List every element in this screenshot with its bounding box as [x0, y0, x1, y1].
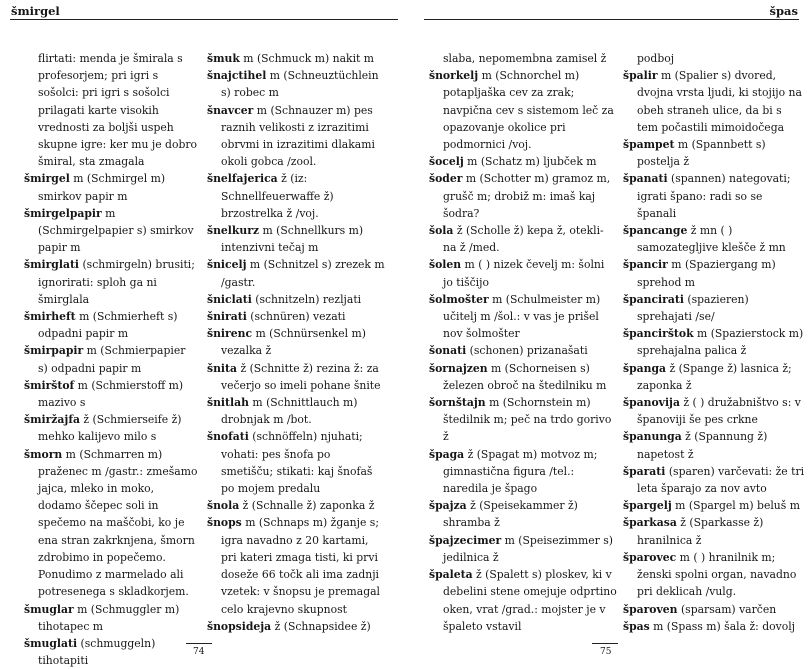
headword: špancirati [623, 292, 684, 306]
headword: šnajctihel [207, 69, 267, 83]
headword: šmirgelpapir [24, 206, 102, 220]
headword: šparovec [623, 550, 677, 564]
definition: ž (Schnitte ž) rezina ž: za večerjo so imeli pohane šnite [221, 361, 381, 392]
definition: m ( ) hranilnik m; ženski spolni organ, navadno pri deklicah /vulg. [637, 550, 797, 599]
dictionary-entry [207, 308, 385, 325]
dictionary-entry [24, 446, 198, 601]
dictionary-entry [207, 428, 385, 497]
headword: šnofati [207, 430, 249, 444]
dictionary-entry [623, 325, 805, 359]
definition: m (Schnaps m) žganje s; igra navadno z 20 kartami, pri kateri zmaga tisti, ki prvi doseže 66 točk ali ima zadnji vzetek: v šnopsu je premagal celo krajevno skupnost [221, 516, 380, 616]
page-number: 74 [193, 647, 205, 657]
headword: šnola [207, 499, 240, 513]
definition: m (Schmarren m) praženec m /gastr.: zmešamo jajca, mleko in moko, dodamo ščepec soli in spečemo na maščobi, ko je ena stran zakrknjena, šmorn zdrobimo in popečemo. Ponudimo z marmelado ali potresenega s skladkorjem. [38, 447, 198, 599]
headword: šornajzen [429, 361, 488, 375]
definition: (schonen) prizanašati [466, 344, 588, 358]
definition: ž (Schnalle ž) zaponka ž [239, 499, 375, 513]
definition: m (Schmierpapier s) odpadni papir m [38, 344, 186, 375]
dictionary-entry [429, 153, 617, 170]
headword: šmiržajfa [24, 413, 80, 427]
dictionary-entry [429, 170, 617, 222]
dictionary-entry [429, 532, 617, 566]
dictionary-entry [623, 394, 805, 428]
definition: m (Schnitzel s) zrezek m /gastr. [221, 258, 385, 289]
definition: (schmuggeln) tihotapiti [38, 636, 156, 668]
definition: (spazieren) sprehajati /se/ [637, 292, 749, 324]
running-head: špas [769, 4, 798, 18]
dictionary-entry [623, 291, 805, 325]
dictionary-entry [24, 170, 198, 204]
definition: m (Spass m) šala ž: dovolj [649, 619, 796, 633]
definition: m (Schornstein m) štedilnik m; peč na trdo gorivo ž [443, 396, 612, 444]
headword: španga [623, 361, 667, 375]
dictionary-column [429, 50, 617, 635]
definition: (schnüren) vezati [246, 310, 346, 324]
definition: m (Spannbett s) posteljа ž [637, 138, 766, 169]
headword: šnopsideja [207, 619, 272, 633]
definition: m ( ) nizek čevelj m: šolni jo tiščijo [443, 258, 605, 289]
dictionary-entry [429, 291, 617, 343]
headword: špancir [623, 258, 668, 272]
headword: šmuglar [24, 602, 74, 616]
headword: šnelkurz [207, 224, 260, 238]
definition: m (Schnellkurs m) intenzivni tečaj m [221, 224, 364, 255]
headword: špajzecimer [429, 533, 502, 547]
dictionary-entry [623, 463, 805, 497]
dictionary-entry [207, 222, 385, 256]
headword: špancange [623, 224, 688, 238]
headword: šmirheft [24, 310, 76, 324]
headword: šmirglati [24, 258, 80, 272]
footer-rule [592, 643, 618, 644]
dictionary-entry [623, 428, 805, 462]
definition: m (Spalier s) dvored, dvojna vrsta ljudi, ki stojijo na obeh straneh ulice, da bi s tem počastili mimoidočega [637, 69, 802, 134]
headword: šoder [429, 172, 463, 186]
headword: špaga [429, 447, 465, 461]
definition: ž (Spagat m) motvoz m; gimnastična figura /tel.: naredila je špago [443, 447, 598, 496]
headword: španunga [623, 430, 682, 444]
dictionary-entry [623, 549, 805, 601]
dictionary-entry [207, 394, 385, 428]
page-number: 75 [600, 647, 612, 657]
dictionary-entry [429, 222, 617, 256]
dictionary-entry [24, 205, 198, 257]
headword: šmorn [24, 447, 63, 461]
dictionary-entry [207, 360, 385, 394]
headword: šparoven [623, 602, 678, 616]
dictionary-entry [24, 308, 198, 342]
definition: ž (Sparkasse ž) hranilnica ž [637, 516, 764, 547]
definition: (schmirgeln) brusiti; ignorirati: sploh ga ni šmirglala [38, 258, 195, 306]
definition: m (Schnürsenkel m) vezalka ž [221, 327, 366, 358]
dictionary-entry [24, 635, 198, 669]
dictionary-entry [623, 222, 805, 256]
dictionary-entry [429, 342, 617, 359]
definition: ž (Schmierseife ž) mehko kalijevo milo s [38, 413, 182, 444]
headword: šnavcer [207, 103, 254, 117]
dictionary-entry [429, 497, 617, 531]
definition: m (Schmierstoff m) mazivo s [38, 378, 184, 410]
headword: šnops [207, 516, 242, 530]
running-head: šmirgel [11, 4, 60, 18]
dictionary-entry [623, 170, 805, 222]
dictionary-entry [623, 514, 805, 548]
headword: šmuglati [24, 636, 78, 650]
definition: m (Schorneisen s) železen obroč na štedilniku m [443, 361, 607, 392]
definition: m (Schnittlauch m) drobnjak m /bot. [221, 396, 358, 427]
definition: ž ( ) družabništvo s: v španoviji še pes crkne [637, 396, 801, 427]
dictionary-entry [207, 67, 385, 101]
headword: šnitlah [207, 396, 249, 410]
headword: šnorkelj [429, 69, 479, 83]
dictionary-entry [429, 256, 617, 290]
definition: ž (Speisekammer ž) shramba ž [443, 499, 578, 530]
headword: šnirenc [207, 327, 253, 341]
definition: m (Schmierheft s) odpadni papir m [38, 310, 178, 341]
definition: (spannen) nategovati; igrati špano: radi so se španali [637, 172, 791, 220]
definition: m (Schnorchel m) potapljaška cev za zrak; navpična cev s sistemom leč za opazovanje okolice pri podmornici /voj. [443, 69, 614, 152]
definition: m (Schmuggler m) tihotapec m [38, 602, 180, 633]
definition: ž (Scholle ž) kepa ž, otekli-na ž /med. [443, 224, 604, 255]
entry-continuation: slaba, nepomembna zamisel ž [443, 52, 607, 65]
dictionary-entry [207, 256, 385, 290]
headword: šparati [623, 464, 666, 478]
dictionary-entry [207, 102, 385, 171]
headword: špancirštok [623, 327, 694, 341]
definition: m (Schnauzer m) pes raznih velikosti z izrazitimi obrvmi in izrazitimi dlakami okoli gobca /zool. [221, 103, 375, 169]
header-rule [424, 19, 799, 20]
definition: m (Schmuck m) nakit m [239, 52, 375, 65]
headword: šnelfajerica [207, 172, 278, 186]
definition: m (Schneuztüchlein s) robec m [221, 69, 379, 100]
definition: ž (Schnapsidee ž) [271, 619, 371, 633]
left-page [0, 0, 400, 668]
headword: šmirpapir [24, 344, 84, 358]
headword: špampet [623, 138, 675, 152]
dictionary-entry [24, 411, 198, 445]
headword: španati [623, 172, 668, 186]
headword: šolen [429, 258, 462, 272]
definition: m (Speisezimmer s) jedilnica ž [443, 533, 613, 564]
headword: šparkasa [623, 516, 677, 530]
dictionary-entry [207, 291, 385, 308]
dictionary-entry [207, 618, 385, 635]
footer-rule [186, 643, 212, 644]
dictionary-entry [207, 497, 385, 514]
definition: m (Schmirgel m) smirkov papir m [38, 172, 166, 203]
definition: (sparsam) varčen [677, 602, 777, 616]
dictionary-entry [24, 256, 198, 308]
headword: šnita [207, 361, 238, 375]
dictionary-entry [207, 325, 385, 359]
dictionary-entry [623, 136, 805, 170]
headword: špargelj [623, 499, 672, 513]
headword: šolmošter [429, 292, 489, 306]
headword: špalir [623, 69, 658, 83]
dictionary-entry [429, 360, 617, 394]
headword: šmirgel [24, 172, 70, 186]
dictionary-entry [429, 67, 617, 153]
definition: (sparen) varčevati: že tri leta šparajo za nov avto [637, 464, 805, 496]
headword: šocelj [429, 155, 464, 169]
headword: šornštajn [429, 396, 486, 410]
dictionary-column [623, 50, 805, 635]
dictionary-entry [623, 256, 805, 290]
dictionary-column [24, 50, 198, 669]
dictionary-entry [429, 394, 617, 446]
right-page [410, 0, 809, 660]
definition: (schnitzeln) rezljati [251, 292, 362, 306]
definition: m (Schmirgelpapier s) smirkov papir m [38, 206, 194, 255]
definition: m (Schatz m) ljubček m [463, 155, 597, 169]
headword: šonati [429, 344, 467, 358]
dictionary-entry [207, 170, 385, 222]
headword: šnirati [207, 310, 247, 324]
definition: ž mn ( ) samozategljive klešče ž mn [637, 224, 786, 255]
definition: ž (Spalett s) ploskev, ki v debelini stene omejuje odprtino oken, vrat /grad.: mojster je v špaleto vstavil [443, 568, 617, 633]
definition: ž (Spannung ž) napetost ž [637, 430, 768, 461]
dictionary-entry [429, 566, 617, 635]
headword: špas [623, 619, 650, 633]
dictionary-entry [24, 342, 198, 376]
dictionary-entry [623, 360, 805, 394]
dictionary-entry [24, 601, 198, 635]
entry-continuation: podboj [637, 52, 675, 65]
headword: šola [429, 224, 454, 238]
dictionary-entry [429, 446, 617, 498]
definition: (schnöffeln) njuhati; vohati: pes šnofa po smetišču; stikati: kaj šnofaš po mojem predalu [221, 430, 373, 496]
headword: šnicelj [207, 258, 247, 272]
definition: m (Spaziergang m) sprehod m [637, 258, 776, 289]
dictionary-entry [207, 514, 385, 617]
definition: m (Spargel m) beluš m [671, 499, 800, 513]
dictionary-column [207, 50, 385, 635]
definition: m (Schotter m) gramoz m, grušč m; drobiž m: imaš kaj šodra? [443, 172, 611, 220]
dictionary-entry [623, 497, 805, 514]
dictionary-entry [207, 50, 385, 67]
dictionary-entry [24, 377, 198, 411]
headword: špaleta [429, 568, 473, 582]
dictionary-entry [623, 601, 805, 618]
dictionary-entry [623, 618, 805, 635]
headword: šmirštof [24, 378, 75, 392]
header-rule [10, 19, 398, 20]
headword: špajza [429, 499, 467, 513]
headword: španovija [623, 396, 680, 410]
definition: m (Schulmeister m) učitelj m /šol.: v vas je prišel nov šolmošter [443, 292, 601, 341]
definition: ž (Spange ž) lasnica ž; zaponka ž [637, 361, 792, 392]
dictionary-entry [623, 67, 805, 136]
definition: m (Spazierstock m) sprehajalna palica ž [637, 327, 804, 358]
headword: šniclati [207, 292, 252, 306]
entry-continuation: flirtati: menda je šmirala s profesorjem; pri igri s sošolci: pri igri s sošolci prilagati karte visokih vrednosti za boljši uspeh skupne igre: ker mu je dobro šmiral, sta zmagala [38, 52, 198, 169]
headword: šmuk [207, 52, 240, 65]
definition: ž (iz: Schnellfeuerwaffe ž) brzostrelka ž /voj. [221, 172, 334, 220]
